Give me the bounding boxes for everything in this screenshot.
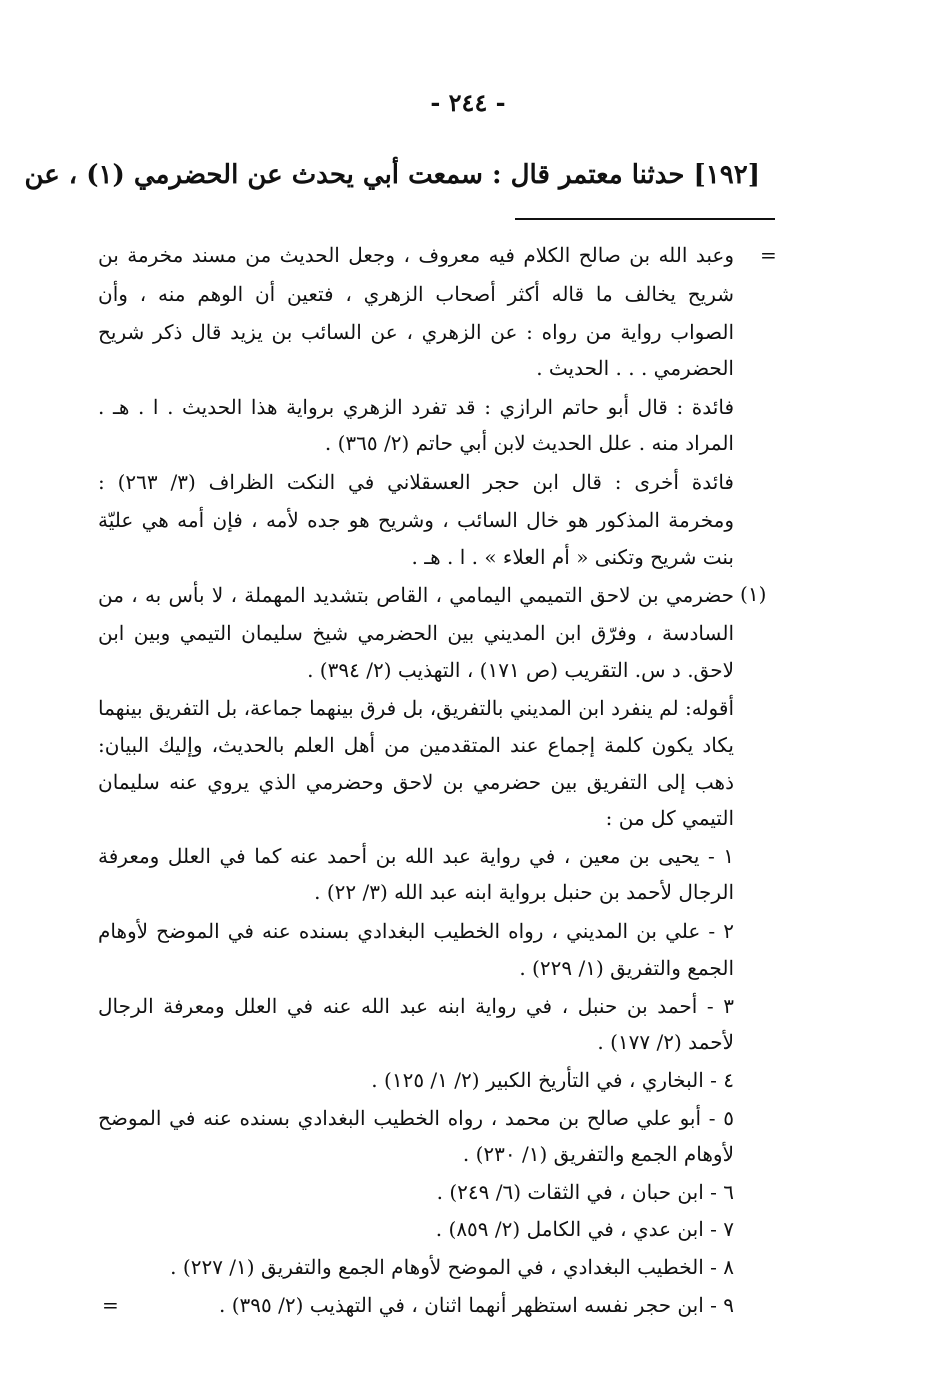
end-continuation-mark: = <box>102 1293 119 1317</box>
footnote-separator <box>515 218 775 220</box>
footnote-line: ٢ - علي بن المديني ، رواه الخطيب البغدادي بسنده عنه في الموضح لأوهام <box>98 919 734 943</box>
footnote-line: ٦ - ابن حبان ، في الثقات (٦/ ٢٤٩) . <box>436 1180 734 1204</box>
footnote-line: ٣ - أحمد بن حنبل ، في رواية ابنه عبد الله عنه في العلل ومعرفة الرجال <box>98 994 734 1018</box>
footnote-line: يكاد يكون كلمة إجماع عند المتقدمين من أهل العلم بالحديث، وإليك البيان: <box>98 733 734 757</box>
footnote-line: وعبد الله بن صالح الكلام فيه معروف ، وجعل الحديث من مسند مخرمة بن <box>98 243 734 267</box>
footnote-line: الحضرمي . . . الحديث . <box>536 356 734 380</box>
continuation-mark: = <box>760 243 777 267</box>
footnote-line: أقوله: لم ينفرد ابن المديني بالتفريق، بل فرق بينهما جماعة، بل التفريق بينهما <box>98 696 734 720</box>
footnote-line: الرجال لأحمد بن حنبل برواية ابنه عبد الله (٣/ ٢٢) . <box>314 880 734 904</box>
footnote-line: ومخرمة المذكور هو خال السائب ، وشريح هو جده لأمه ، فإن أمه هي عليّة <box>98 508 734 532</box>
footnote-line: ٤ - البخاري ، في التأريخ الكبير (٢/ ١/ ١٢٥) . <box>371 1068 734 1092</box>
footnote-line: حضرمي بن لاحق التميمي اليمامي ، القاص بتشديد المهملة ، لا بأس به ، من <box>98 583 734 607</box>
footnote-line: ٩ - ابن حجر نفسه استظهر أنهما اثنان ، في التهذيب (٢/ ٣٩٥) . <box>218 1293 734 1317</box>
footnote-line: السادسة ، وفرّق ابن المديني بين الحضرمي شيخ سليمان التيمي وبين ابن <box>98 621 734 645</box>
footnote-line: بنت شريح وتكنى « أم العلاء » . ا . هـ . <box>411 545 734 569</box>
footnote-marker: (١) <box>740 582 767 606</box>
footnote-line: لأحمد (٢/ ١٧٧) . <box>597 1030 734 1054</box>
footnote-line: التيمي كل من : <box>605 806 734 830</box>
footnote-line: لأوهام الجمع والتفريق (١/ ٢٣٠) . <box>462 1142 734 1166</box>
footnote-line: ٥ - أبو علي صالح بن محمد ، رواه الخطيب البغدادي بسنده عنه في الموضح <box>98 1106 734 1130</box>
footnote-line: شريح يخالف ما قاله أكثر أصحاب الزهري ، فتعين أن الوهم منه ، وأن <box>98 282 734 306</box>
footnote-line: المراد منه . علل الحديث لابن أبي حاتم (٢/ ٣٦٥) . <box>324 431 734 455</box>
footnote-line: فائدة أخرى : قال ابن حجر العسقلاني في النكت الظراف (٣/ ٢٦٣) : <box>98 470 734 494</box>
footnote-line: ٨ - الخطيب البغدادي ، في الموضح لأوهام الجمع والتفريق (١/ ٢٢٧) . <box>170 1255 734 1279</box>
page-number: - ٢٤٤ - <box>430 88 506 117</box>
footnote-line: فائدة : قال أبو حاتم الرازي : قد تفرد الزهري برواية هذا الحديث . ا . هـ . <box>98 395 734 419</box>
footnote-line: لاحق. د س. التقريب (ص ١٧١) ، التهذيب (٢/ ٣٩٤) . <box>307 658 734 682</box>
footnote-line: ١ - يحيى بن معين ، في رواية عبد الله بن أحمد عنه كما في العلل ومعرفة <box>98 844 734 868</box>
hadith-heading: [١٩٢] حدثنا معتمر قال : سمعت أبي يحدث عن الحضرمي (١) ، عن <box>24 160 760 190</box>
footnote-line: ذهب إلى التفريق بين حضرمي بن لاحق وحضرمي الذي يروي عنه سليمان <box>98 770 734 794</box>
footnote-line: ٧ - ابن عدي ، في الكامل (٢/ ٨٥٩) . <box>435 1217 734 1241</box>
footnote-line: الجمع والتفريق (١/ ٢٢٩) . <box>519 956 734 980</box>
footnote-line: الصواب رواية من رواه : عن الزهري ، عن السائب بن يزيد قال ذكر شريح <box>98 320 734 344</box>
